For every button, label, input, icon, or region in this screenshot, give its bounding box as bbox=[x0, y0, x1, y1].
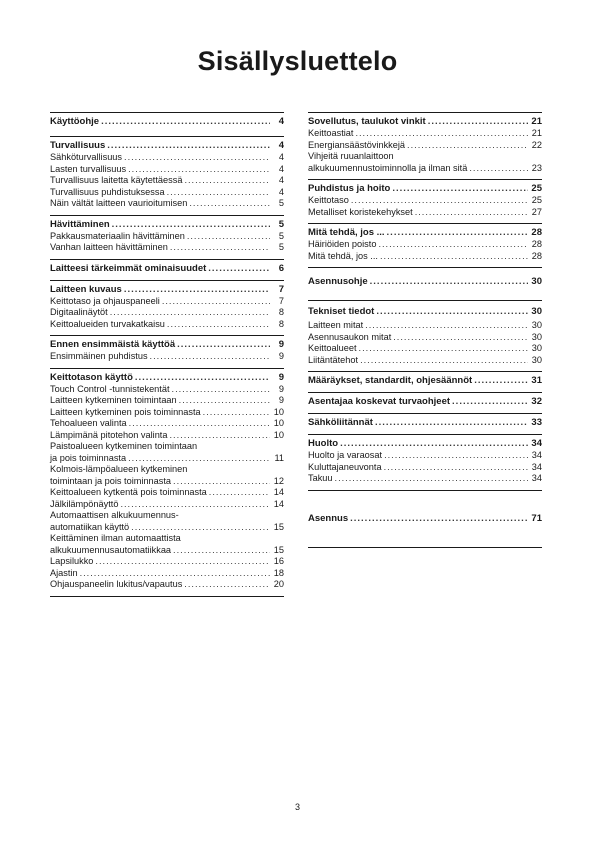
dot-leader bbox=[135, 372, 270, 384]
toc-heading-label: Huolto bbox=[308, 438, 339, 449]
dot-leader bbox=[170, 242, 270, 254]
toc-entry[interactable] bbox=[308, 251, 542, 263]
toc-entry[interactable] bbox=[308, 462, 542, 474]
dot-leader bbox=[167, 187, 270, 199]
toc-entry[interactable] bbox=[50, 152, 284, 164]
toc-page-number: 30 bbox=[531, 331, 542, 342]
toc-entry[interactable] bbox=[50, 384, 284, 396]
toc-heading[interactable] bbox=[308, 306, 542, 318]
toc-page-number: 27 bbox=[531, 206, 542, 217]
dot-leader bbox=[95, 556, 270, 568]
toc-entry-label: toimintaan ja pois toiminnasta bbox=[50, 475, 172, 486]
toc-entry[interactable] bbox=[50, 579, 284, 591]
toc-heading-label: Asentajaa koskevat turvaohjeet bbox=[308, 396, 451, 407]
dot-leader bbox=[378, 239, 528, 251]
dot-leader bbox=[469, 163, 528, 175]
toc-entry-label: Asennusaukon mitat bbox=[308, 331, 392, 342]
toc-heading[interactable] bbox=[50, 219, 284, 231]
dot-leader bbox=[360, 355, 528, 367]
toc-entry-label: Keittotaso ja ohjauspaneeli bbox=[50, 295, 160, 306]
toc-entry[interactable] bbox=[50, 175, 284, 187]
toc-heading-label: Asennusohje bbox=[308, 276, 368, 287]
toc-entry[interactable] bbox=[50, 296, 284, 308]
toc-entry-label: Sähköturvallisuus bbox=[50, 152, 123, 162]
dot-leader bbox=[415, 207, 528, 219]
toc-entry[interactable] bbox=[308, 320, 542, 332]
toc-entry-label: Ohjauspaneelin lukitus/vapautus bbox=[50, 579, 183, 589]
toc-heading[interactable] bbox=[50, 372, 284, 384]
toc-entry-label: Häiriöiden poisto bbox=[308, 239, 377, 249]
toc-heading-label: Laitteesi tärkeimmät ominaisuudet bbox=[50, 262, 207, 274]
toc-entry-label: Touch Control -tunnistekentät bbox=[50, 383, 170, 394]
dot-leader bbox=[187, 231, 270, 243]
toc-entry[interactable] bbox=[50, 187, 284, 199]
toc-page-number: 33 bbox=[531, 417, 542, 428]
dot-leader bbox=[129, 418, 270, 430]
toc-entry[interactable] bbox=[308, 450, 542, 462]
toc-page-number: 20 bbox=[273, 579, 284, 589]
toc-heading[interactable] bbox=[308, 396, 542, 408]
dot-leader bbox=[393, 332, 528, 344]
toc-entry-label: alkukuumennusautomatiikkaa bbox=[50, 544, 172, 555]
dot-leader bbox=[128, 164, 270, 176]
dot-leader bbox=[120, 499, 270, 511]
toc-page-number: 71 bbox=[531, 512, 542, 524]
toc-page-number: 30 bbox=[531, 306, 542, 317]
toc-heading-label: Keittotason käyttö bbox=[50, 371, 133, 383]
toc-entry-label: Takuu bbox=[308, 473, 333, 483]
toc-heading[interactable] bbox=[50, 339, 284, 351]
toc-entry-label: Lasten turvallisuus bbox=[50, 163, 127, 174]
page-number: 3 bbox=[294, 802, 300, 812]
toc-entry-label: automatiikan käyttö bbox=[50, 521, 130, 532]
dot-leader bbox=[128, 453, 270, 465]
toc-entry-label-line1[interactable]: Vihjeitä ruuanlaittoon bbox=[308, 151, 394, 161]
dot-leader bbox=[365, 320, 528, 332]
toc-page-number: 7 bbox=[278, 283, 284, 295]
toc-page-number: 28 bbox=[531, 239, 542, 249]
toc-right-column bbox=[308, 112, 542, 548]
page-title: Sisällysluettelo bbox=[197, 46, 398, 76]
dot-leader bbox=[384, 462, 528, 474]
dot-leader bbox=[107, 140, 270, 152]
toc-entry-label: Keittoalueiden turvakatkaisu bbox=[50, 318, 165, 329]
toc-entry-label: Kuluttajaneuvonta bbox=[308, 461, 382, 472]
dot-leader bbox=[209, 487, 270, 499]
toc-page-number: 25 bbox=[531, 183, 542, 194]
toc-entry-label: Ajastin bbox=[50, 567, 78, 578]
toc-section-mita bbox=[308, 223, 542, 267]
toc-page-number: 4 bbox=[278, 140, 284, 151]
toc-entry-label: Keittoalueen kytkentä pois toiminnasta bbox=[50, 487, 207, 497]
toc-entry[interactable] bbox=[50, 164, 284, 176]
toc-page-number: 4 bbox=[278, 175, 284, 185]
toc-heading-label: Laitteen kuvaus bbox=[50, 283, 122, 295]
dot-leader bbox=[208, 263, 270, 275]
toc-page-number: 9 bbox=[278, 351, 284, 361]
toc-heading-label: Ennen ensimmäistä käyttöä bbox=[50, 339, 176, 350]
toc-section-puhdistus bbox=[308, 179, 542, 223]
dot-leader bbox=[169, 430, 270, 442]
toc-entry-label: Laitteen kytkeminen toimintaan bbox=[50, 395, 177, 405]
toc-entry-label: Laitteen mitat bbox=[308, 320, 364, 330]
toc-entry-label-line1[interactable]: Keittäminen ilman automaattista bbox=[50, 533, 181, 543]
toc-entry[interactable] bbox=[308, 343, 542, 355]
dot-leader bbox=[173, 476, 270, 488]
toc-entry-label: Lämpimänä pitotehon valinta bbox=[50, 429, 168, 440]
toc-entry[interactable] bbox=[308, 140, 542, 152]
toc-entry[interactable] bbox=[308, 207, 542, 219]
toc-entry[interactable] bbox=[50, 430, 284, 442]
toc-page-number: 31 bbox=[531, 375, 542, 386]
toc-heading[interactable] bbox=[308, 417, 542, 429]
toc-entry-label: Energiansäästövinkkejä bbox=[308, 139, 406, 150]
dot-leader bbox=[387, 227, 528, 239]
toc-entry[interactable] bbox=[50, 395, 284, 407]
toc-entry-label-line1[interactable]: Paistoalueen kytkeminen toimintaan bbox=[50, 441, 198, 451]
toc-entry[interactable] bbox=[50, 522, 284, 534]
toc-page-number: 5 bbox=[278, 198, 284, 208]
toc-entry-label: Keittoalueet bbox=[308, 343, 357, 353]
toc-section-sahko bbox=[308, 413, 542, 434]
toc-page-number: 30 bbox=[531, 343, 542, 353]
toc-entry[interactable] bbox=[50, 351, 284, 363]
toc-page-number: 28 bbox=[531, 227, 542, 238]
toc-entry-label: Näin vältät laitteen vaurioitumisen bbox=[50, 198, 188, 208]
toc-entry-label: Liitäntätehot bbox=[308, 354, 359, 365]
dot-leader bbox=[375, 417, 528, 429]
toc-page-number: 14 bbox=[273, 487, 284, 497]
toc-heading[interactable] bbox=[50, 284, 284, 296]
toc-entry[interactable] bbox=[50, 545, 284, 557]
toc-entry[interactable] bbox=[50, 499, 284, 511]
toc-page-number: 16 bbox=[273, 556, 284, 566]
toc-entry[interactable] bbox=[50, 307, 284, 319]
dot-leader bbox=[370, 276, 528, 288]
dot-leader bbox=[351, 195, 528, 207]
dot-leader bbox=[172, 384, 270, 396]
toc-entry-label: Lapsilukko bbox=[50, 556, 94, 566]
toc-page-number: 11 bbox=[274, 452, 284, 463]
dot-leader bbox=[355, 128, 528, 140]
toc-heading[interactable] bbox=[308, 438, 542, 450]
toc-page-number: 10 bbox=[273, 418, 284, 428]
toc-page-number: 21 bbox=[531, 128, 542, 138]
toc-heading[interactable] bbox=[50, 116, 284, 128]
toc-entry-label: Pakkausmateriaalin hävittäminen bbox=[50, 230, 185, 241]
toc-heading-label: Käyttöohje bbox=[50, 116, 100, 127]
toc-heading-label: Määräykset, standardit, ohjesäännöt bbox=[308, 375, 473, 386]
toc-page-number: 4 bbox=[278, 116, 284, 127]
toc-heading-label: Mitä tehdä, jos ... bbox=[308, 227, 385, 238]
toc-section-huolto bbox=[308, 434, 542, 490]
toc-section-ennen bbox=[50, 335, 284, 368]
dot-leader bbox=[380, 251, 528, 263]
toc-heading[interactable] bbox=[308, 183, 542, 195]
dot-leader bbox=[177, 339, 270, 351]
toc-entry[interactable] bbox=[50, 319, 284, 331]
dot-leader bbox=[428, 116, 528, 128]
toc-entry-label: ja pois toiminnasta bbox=[50, 452, 127, 463]
toc-entry[interactable] bbox=[308, 195, 542, 207]
toc-entry[interactable] bbox=[50, 453, 284, 465]
toc-page-number: 6 bbox=[278, 262, 284, 274]
toc-heading[interactable] bbox=[308, 375, 542, 387]
toc-page-number: 30 bbox=[531, 320, 542, 330]
toc-heading-label: Asennus bbox=[308, 512, 349, 524]
toc-section-tekniset bbox=[308, 300, 542, 371]
toc-heading[interactable] bbox=[308, 116, 542, 128]
toc-page-number: 9 bbox=[278, 339, 284, 350]
toc-page-number: 30 bbox=[531, 354, 542, 365]
toc-page-number: 4 bbox=[278, 186, 284, 197]
dot-leader bbox=[359, 343, 528, 355]
dot-leader bbox=[184, 579, 270, 591]
toc-entry-label: Metalliset koristekehykset bbox=[308, 206, 413, 217]
dot-leader bbox=[392, 183, 528, 195]
toc-page-number: 34 bbox=[531, 473, 542, 483]
toc-section-asentajaa bbox=[308, 392, 542, 413]
toc-page-number: 32 bbox=[531, 396, 542, 407]
toc-heading-label: Turvallisuus bbox=[50, 140, 106, 151]
toc-page-number: 23 bbox=[531, 162, 542, 173]
dot-leader bbox=[203, 407, 270, 419]
toc-page-number: 21 bbox=[531, 116, 542, 127]
toc-page-number: 25 bbox=[531, 195, 542, 205]
toc-page-number: 34 bbox=[531, 438, 542, 449]
toc-entry[interactable] bbox=[50, 242, 284, 254]
toc-page-number: 34 bbox=[531, 450, 542, 460]
toc-page-number: 12 bbox=[273, 475, 284, 486]
toc-entry[interactable] bbox=[308, 355, 542, 367]
toc-section-sovellutus bbox=[308, 112, 542, 179]
toc-section-ominaisuudet bbox=[50, 259, 284, 280]
dot-leader bbox=[162, 296, 270, 308]
toc-heading-label: Puhdistus ja hoito bbox=[308, 183, 391, 194]
toc-entry[interactable] bbox=[308, 239, 542, 251]
toc-entry-label: Vanhan laitteen hävittäminen bbox=[50, 242, 168, 252]
toc-page-number: 9 bbox=[278, 395, 284, 405]
toc-left-column bbox=[50, 112, 284, 597]
dot-leader bbox=[101, 116, 270, 128]
toc-page-number: 7 bbox=[278, 295, 284, 306]
toc-page-number: 8 bbox=[278, 307, 284, 317]
dot-leader bbox=[131, 522, 270, 534]
dot-leader bbox=[474, 375, 528, 387]
dot-leader bbox=[340, 438, 528, 450]
dot-leader bbox=[452, 396, 528, 408]
toc-entry-label: Keittoastiat bbox=[308, 128, 354, 138]
toc-section-asennusohje bbox=[308, 267, 542, 300]
toc-page-number: 5 bbox=[278, 218, 284, 230]
toc-entry[interactable] bbox=[50, 568, 284, 580]
toc-entry[interactable] bbox=[308, 163, 542, 175]
toc-entry[interactable] bbox=[50, 407, 284, 419]
toc-heading-label: Hävittäminen bbox=[50, 218, 110, 230]
dot-leader bbox=[184, 175, 270, 187]
toc-entry[interactable] bbox=[308, 473, 542, 485]
toc-page-number: 9 bbox=[278, 371, 284, 383]
toc-section-asennus bbox=[308, 490, 542, 548]
toc-entry-label: Turvallisuus puhdistuksessa bbox=[50, 186, 165, 197]
toc-entry-label: Turvallisuus laitetta käytettäessä bbox=[50, 175, 183, 185]
toc-page-number: 4 bbox=[278, 163, 284, 174]
toc-entry[interactable] bbox=[50, 487, 284, 499]
dot-leader bbox=[124, 152, 270, 164]
toc-page-number: 10 bbox=[273, 429, 284, 440]
dot-leader bbox=[189, 198, 270, 210]
toc-page-number: 14 bbox=[273, 498, 284, 509]
dot-leader bbox=[179, 395, 270, 407]
toc-entry[interactable] bbox=[308, 128, 542, 140]
toc-entry[interactable] bbox=[50, 198, 284, 210]
dot-leader bbox=[124, 284, 270, 296]
toc-page-number: 18 bbox=[273, 567, 284, 578]
toc-page-number: 8 bbox=[278, 318, 284, 329]
dot-leader bbox=[80, 568, 270, 580]
toc-entry-label: Mitä tehdä, jos ... bbox=[308, 250, 378, 261]
toc-heading-label: Sähköliitännät bbox=[308, 417, 373, 428]
toc-entry-label-line1[interactable]: Automaattisen alkukuumennus- bbox=[50, 510, 179, 520]
dot-leader bbox=[407, 140, 528, 152]
toc-entry[interactable] bbox=[308, 332, 542, 344]
toc-heading[interactable] bbox=[50, 263, 284, 275]
toc-entry-label: Keittotaso bbox=[308, 195, 349, 205]
dot-leader bbox=[150, 351, 270, 363]
toc-page-number: 15 bbox=[273, 521, 284, 532]
dot-leader bbox=[376, 306, 528, 318]
toc-heading-label: Tekniset tiedot bbox=[308, 306, 375, 317]
toc-page-number: 4 bbox=[278, 152, 284, 162]
toc-entry-label: alkukuumennustoiminnolla ja ilman sitä bbox=[308, 162, 468, 173]
dot-leader bbox=[110, 307, 270, 319]
toc-page-number: 9 bbox=[278, 383, 284, 394]
toc-heading[interactable] bbox=[308, 227, 542, 239]
toc-page-number: 15 bbox=[273, 544, 284, 555]
toc-page-number: 22 bbox=[531, 139, 542, 150]
toc-page-number: 28 bbox=[531, 250, 542, 261]
toc-section-maaraykset bbox=[308, 371, 542, 392]
toc-heading[interactable] bbox=[308, 513, 542, 525]
toc-entry-label: Jälkilämpönäyttö bbox=[50, 498, 119, 509]
toc-section-kayttoohje bbox=[50, 112, 284, 136]
toc-entry-label: Huolto ja varaosat bbox=[308, 450, 383, 460]
toc-heading[interactable] bbox=[308, 276, 542, 288]
dot-leader bbox=[173, 545, 270, 557]
toc-entry-label: Tehoalueen valinta bbox=[50, 418, 127, 428]
toc-entry[interactable] bbox=[50, 418, 284, 430]
dot-leader bbox=[384, 450, 528, 462]
dot-leader bbox=[335, 473, 528, 485]
toc-section-kaytto bbox=[50, 368, 284, 597]
toc-page-number: 10 bbox=[273, 406, 284, 417]
toc-entry[interactable] bbox=[50, 476, 284, 488]
toc-entry-label: Laitteen kytkeminen pois toiminnasta bbox=[50, 406, 201, 417]
toc-entry[interactable] bbox=[50, 556, 284, 568]
toc-heading[interactable] bbox=[50, 140, 284, 152]
toc-page-number: 34 bbox=[531, 461, 542, 472]
toc-page-number: 5 bbox=[278, 242, 284, 252]
toc-entry-label: Digitaalinäytöt bbox=[50, 307, 108, 317]
toc-section-havittaminen bbox=[50, 215, 284, 259]
dot-leader bbox=[167, 319, 270, 331]
toc-heading-label: Sovellutus, taulukot vinkit bbox=[308, 116, 426, 127]
toc-entry-label: Ensimmäinen puhdistus bbox=[50, 351, 148, 361]
dot-leader bbox=[350, 513, 528, 525]
dot-leader bbox=[112, 219, 270, 231]
toc-entry-label-line1[interactable]: Kolmois-lämpöalueen kytkeminen bbox=[50, 464, 188, 474]
toc-page-number: 5 bbox=[278, 230, 284, 241]
toc-section-turvallisuus bbox=[50, 136, 284, 215]
toc-section-kuvaus bbox=[50, 280, 284, 336]
toc-page-number: 30 bbox=[531, 276, 542, 287]
toc-entry[interactable] bbox=[50, 231, 284, 243]
